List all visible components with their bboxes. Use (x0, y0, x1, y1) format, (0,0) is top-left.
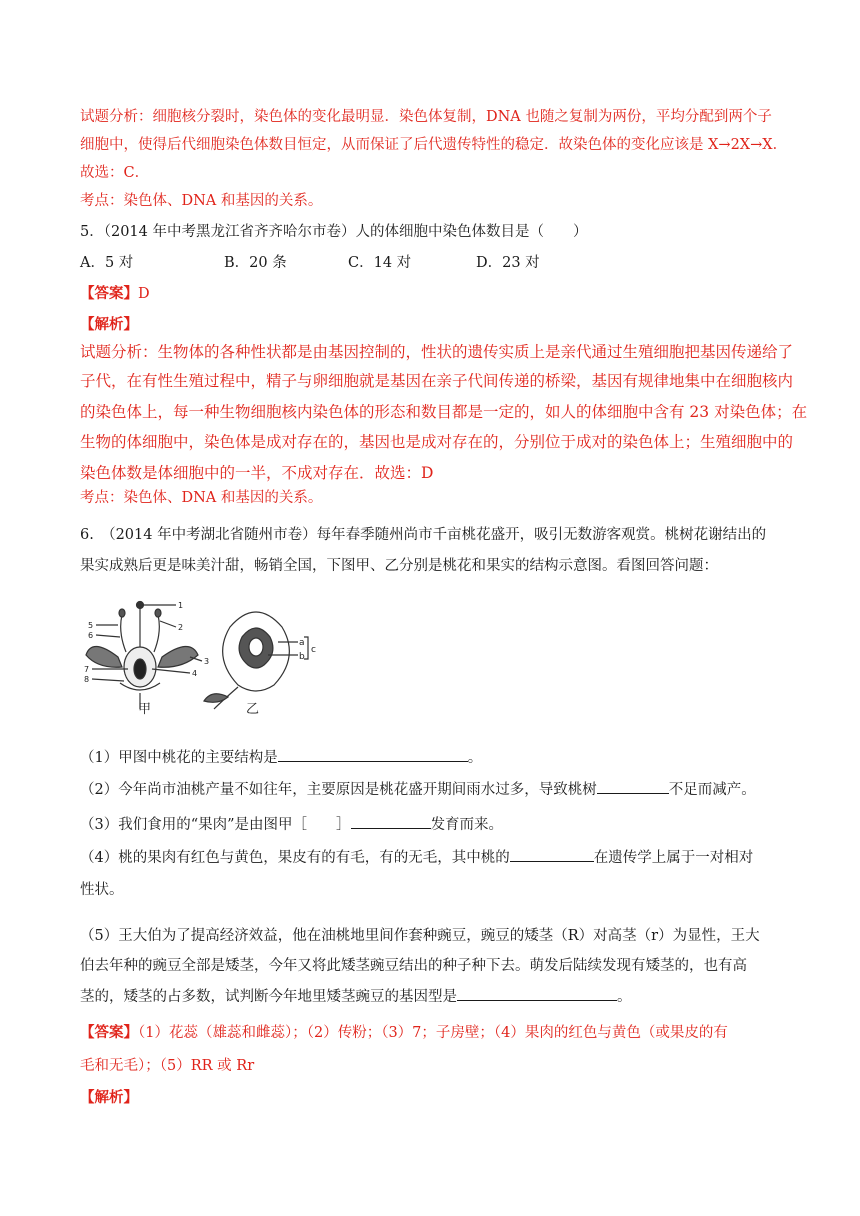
q5-analysis-line-5: 染色体数是体细胞中的一半，不成对存在．故选：D (80, 464, 434, 482)
figure-label-jia: 甲 (138, 702, 152, 715)
q6-answer-line-1 (80, 1021, 728, 1042)
q6-sub4-blank[interactable] (510, 847, 594, 862)
q6-sub2 (80, 778, 756, 799)
q5-option-c: C．14 对 (348, 255, 412, 271)
label-1: 1 (178, 601, 184, 610)
q6-sub3-end: 发育而来。 (430, 817, 504, 833)
q5-analysis-line-4: 生物的体细胞中，染色体是成对存在的，基因也是成对存在的，分别位于成对的染色体上；生殖细胞中的 (80, 433, 794, 451)
q6-sub2-text: （2）今年尚市油桃产量不如往年，主要原因是桃花盛开期间雨水过多，导致桃树 (80, 782, 597, 798)
q5-options (80, 251, 540, 272)
q4-kaodian: 考点：染色体、DNA 和基因的关系。 (80, 193, 323, 209)
q6-sub2-blank[interactable] (597, 779, 669, 794)
q5-answer (80, 282, 150, 303)
peach-flower-fruit-figure (78, 597, 348, 715)
q6-answer-tag: 【答案】 (80, 1024, 138, 1041)
label-4: 4 (192, 669, 198, 678)
q6-sub4-text: （4）桃的果肉有红色与黄色，果皮有的有毛，有的无毛，其中桃的 (80, 850, 510, 866)
q5-kaodian: 考点：染色体、DNA 和基因的关系。 (80, 490, 323, 506)
q5-analysis-line-3: 的染色体上，每一种生物细胞核内染色体的形态和数目都是一定的，如人的体细胞中含有 23 对染色体；在 (80, 403, 808, 421)
q6-sub4-line-2: 性状。 (80, 882, 124, 898)
label-8: 8 (84, 675, 90, 684)
q5-stem: 5．（2014 年中考黑龙江省齐齐哈尔市卷）人的体细胞中染色体数目是（ ） (80, 224, 588, 240)
q6-sub5-text: 茎的，矮茎的占多数，试判断今年地里矮茎豌豆的基因型是 (80, 989, 457, 1005)
label-b: b (299, 652, 305, 662)
q6-sub4-end: 在遗传学上属于一对相对 (593, 850, 754, 866)
label-c: c (311, 645, 316, 655)
q6-sub5-blank[interactable] (457, 986, 617, 1001)
q6-stem-line-1: 6. （2014 年中考湖北省随州市卷）每年春季随州尚市千亩桃花盛开，吸引无数游客观赏。桃树花谢结出的 (80, 527, 767, 543)
q6-sub1 (80, 746, 482, 767)
q4-analysis-line-3: 故选：C． (80, 165, 150, 181)
q5-analysis-line-2: 子代，在有性生殖过程中，精子与卵细胞就是基因在亲子代间传递的桥梁，基因有规律地集中在细胞核内 (80, 372, 794, 390)
q6-sub2-end: 不足而减产。 (668, 782, 756, 798)
q5-option-b: B．20 条 (224, 255, 287, 271)
q6-sub3 (80, 813, 503, 834)
label-2: 2 (178, 623, 184, 632)
q6-answer-line-2: 毛和无毛）；（5）RR 或 Rr (80, 1058, 255, 1074)
fruit-diagram (204, 612, 308, 709)
label-5: 5 (88, 621, 94, 630)
q6-stem-line-2: 果实成熟后更是味美汁甜，畅销全国，下图甲、乙分别是桃花和果实的结构示意图。看图回答问题： (80, 558, 718, 574)
q6-sub5-line-3 (80, 985, 632, 1006)
q5-analysis-tag: 【解析】 (80, 316, 138, 333)
q6-analysis-tag: 【解析】 (80, 1089, 138, 1106)
q5-option-d: D．23 对 (476, 255, 540, 271)
figure-label-yi: 乙 (246, 702, 260, 715)
q5-answer-value: D (138, 286, 150, 302)
label-7: 7 (84, 665, 90, 674)
q5-analysis-line-1: 试题分析：生物体的各种性状都是由基因控制的，性状的遗传实质上是亲代通过生殖细胞把基因传递给了 (80, 343, 794, 361)
label-6: 6 (88, 631, 94, 640)
q6-sub5-end: 。 (617, 989, 632, 1005)
q6-sub1-blank[interactable] (278, 747, 468, 762)
q6-answer-text: （1）花蕊（雄蕊和雌蕊）；（2）传粉；（3）7；子房壁；（4）果肉的红色与黄色（或果皮的有 (138, 1025, 728, 1041)
q5-answer-tag: 【答案】 (80, 285, 138, 302)
label-3: 3 (204, 657, 210, 666)
q6-sub1-end: 。 (467, 750, 483, 766)
q6-sub4 (80, 846, 753, 867)
q4-analysis-line-1: 试题分析：细胞核分裂时，染色体的变化最明显．染色体复制，DNA 也随之复制为两份，平均分配到两个子 (80, 109, 772, 125)
flower-diagram (86, 602, 202, 710)
q4-analysis-line-2: 细胞中，使得后代细胞染色体数目恒定，从而保证了后代遗传特性的稳定．故染色体的变化应该是 X→2X→X． (80, 137, 788, 153)
q6-sub3-blank[interactable] (351, 814, 431, 829)
q5-option-a: A．5 对 (80, 255, 134, 271)
q6-sub5-line-2: 伯去年种的豌豆全部是矮茎，今年又将此矮茎豌豆结出的种子种下去。萌发后陆续发现有矮茎的，也有高 (80, 958, 747, 974)
q6-sub3-text: （3）我们食用的“果肉”是由图甲［ ］ (80, 817, 351, 833)
q6-sub1-text: （1）甲图中桃花的主要结构是 (80, 750, 278, 766)
label-a: a (299, 638, 305, 648)
q6-sub5-line-1: （5）王大伯为了提高经济效益，他在油桃地里间作套种豌豆，豌豆的矮茎（R）对高茎（r）为显性，王大 (80, 928, 760, 944)
